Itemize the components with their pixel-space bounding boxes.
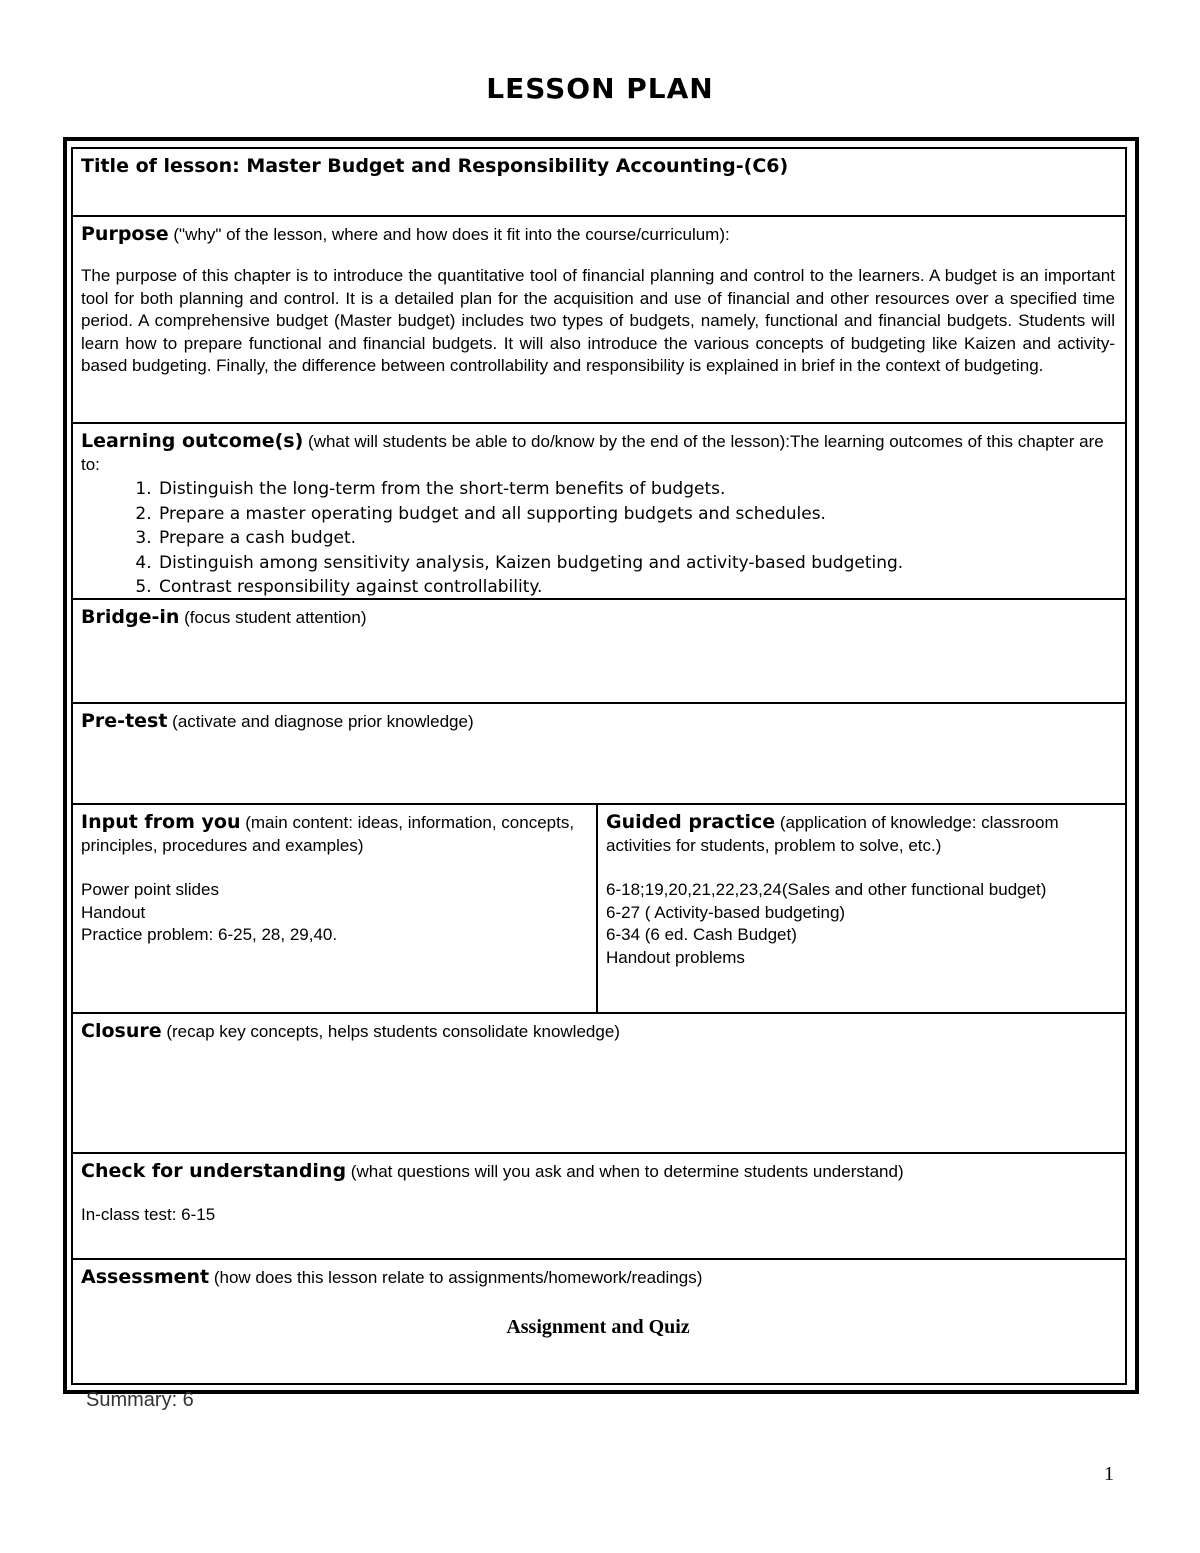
learning-outcomes-heading: Learning outcome(s) (81, 430, 304, 452)
bridge-in-heading: Bridge-in (81, 606, 180, 628)
check-understanding-hint: (what questions will you ask and when to determine students understand) (346, 1162, 904, 1181)
guided-line: 6-18;19,20,21,22,23,24(Sales and other functional budget) (606, 880, 1047, 899)
input-line: Handout (81, 902, 146, 922)
list-item: 1. Distinguish the long-term from the short-term benefits of budgets. (157, 477, 1115, 502)
pre-test-section (73, 704, 1125, 805)
lesson-plan-inner-frame (71, 147, 1127, 1385)
closure-section (73, 1014, 1125, 1154)
closure-heading: Closure (81, 1020, 162, 1042)
learning-outcomes-list (81, 477, 1115, 600)
input-heading: Input from you (81, 811, 241, 833)
assessment-section (73, 1260, 1125, 1383)
guided-line: 6-27 ( Activity-based budgeting) (606, 902, 846, 922)
guided-practice-lines (606, 879, 1117, 969)
purpose-hint: ("why" of the lesson, where and how does it fit into the course/curriculum): (168, 225, 730, 244)
purpose-body: The purpose of this chapter is to introduce the quantitative tool of financial planning and control to the learners. A budget is an important tool for both planning and control. It is a detailed plan for the acquisition and use of financial and other resources over a specified time period. A comprehensive budget (Master budget) includes two types of budgets, namely, functional and financial budgets. Students will learn how to prepare functional and financial budgets. It will also introduce the various concepts of budgeting like Kaizen and activity-based budgeting. Finally, the difference between controllability and responsibility is explained in brief in the context of budgeting. (81, 266, 1115, 375)
input-line: Power point slides (81, 880, 219, 899)
list-item: 3. Prepare a cash budget. (157, 526, 1115, 551)
input-section (73, 805, 598, 1012)
guided-practice-hint: (application of knowledge: classroom activities for students, problem to solve, etc.) (606, 813, 1059, 855)
pre-test-hint: (activate and diagnose prior knowledge) (167, 712, 474, 731)
lesson-title: Title of lesson: Master Budget and Responsibility Accounting-(C6) (81, 155, 789, 177)
input-line: Practice problem: 6-25, 28, 29,40. (81, 925, 338, 944)
input-hint: (main content: ideas, information, concepts, principles, procedures and examples) (81, 813, 575, 855)
list-item: 2. Prepare a master operating budget and all supporting budgets and schedules. (157, 502, 1115, 527)
assessment-body: Assignment and Quiz (506, 1316, 690, 1338)
guided-line: Handout problems (606, 947, 745, 967)
lesson-plan-table (63, 137, 1139, 1394)
closure-hint: (recap key concepts, helps students consolidate knowledge) (161, 1022, 620, 1041)
bridge-in-hint: (focus student attention) (179, 608, 367, 627)
learning-outcomes-section (73, 424, 1125, 600)
check-understanding-heading: Check for understanding (81, 1160, 347, 1182)
guided-practice-section (598, 805, 1125, 1012)
list-item: 5. Contrast responsibility against controllability. (157, 575, 1115, 600)
purpose-heading: Purpose (81, 223, 169, 245)
assessment-hint: (how does this lesson relate to assignments/homework/readings) (209, 1268, 703, 1287)
guided-practice-heading: Guided practice (606, 811, 776, 833)
page-title: LESSON PLAN (486, 72, 714, 105)
page-number: 1 (1104, 1463, 1114, 1485)
list-item: 4. Distinguish among sensitivity analysis, Kaizen budgeting and activity-based budgeting. (157, 551, 1115, 576)
input-guided-row (73, 805, 1125, 1014)
input-lines (81, 879, 588, 947)
check-understanding-section (73, 1154, 1125, 1260)
guided-line: 6-34 (6 ed. Cash Budget) (606, 925, 797, 944)
assessment-heading: Assessment (81, 1266, 210, 1288)
pre-test-heading: Pre-test (81, 710, 168, 732)
learning-outcomes-hint: (what will students be able to do/know by the end of the lesson):The learning outcomes of this chapter are to: (81, 432, 1104, 474)
check-understanding-body: In-class test: 6-15 (81, 1205, 216, 1224)
summary-text: Summary: 6 (86, 1389, 194, 1411)
bridge-in-section (73, 600, 1125, 704)
title-row (73, 149, 1125, 217)
purpose-section (73, 217, 1125, 424)
